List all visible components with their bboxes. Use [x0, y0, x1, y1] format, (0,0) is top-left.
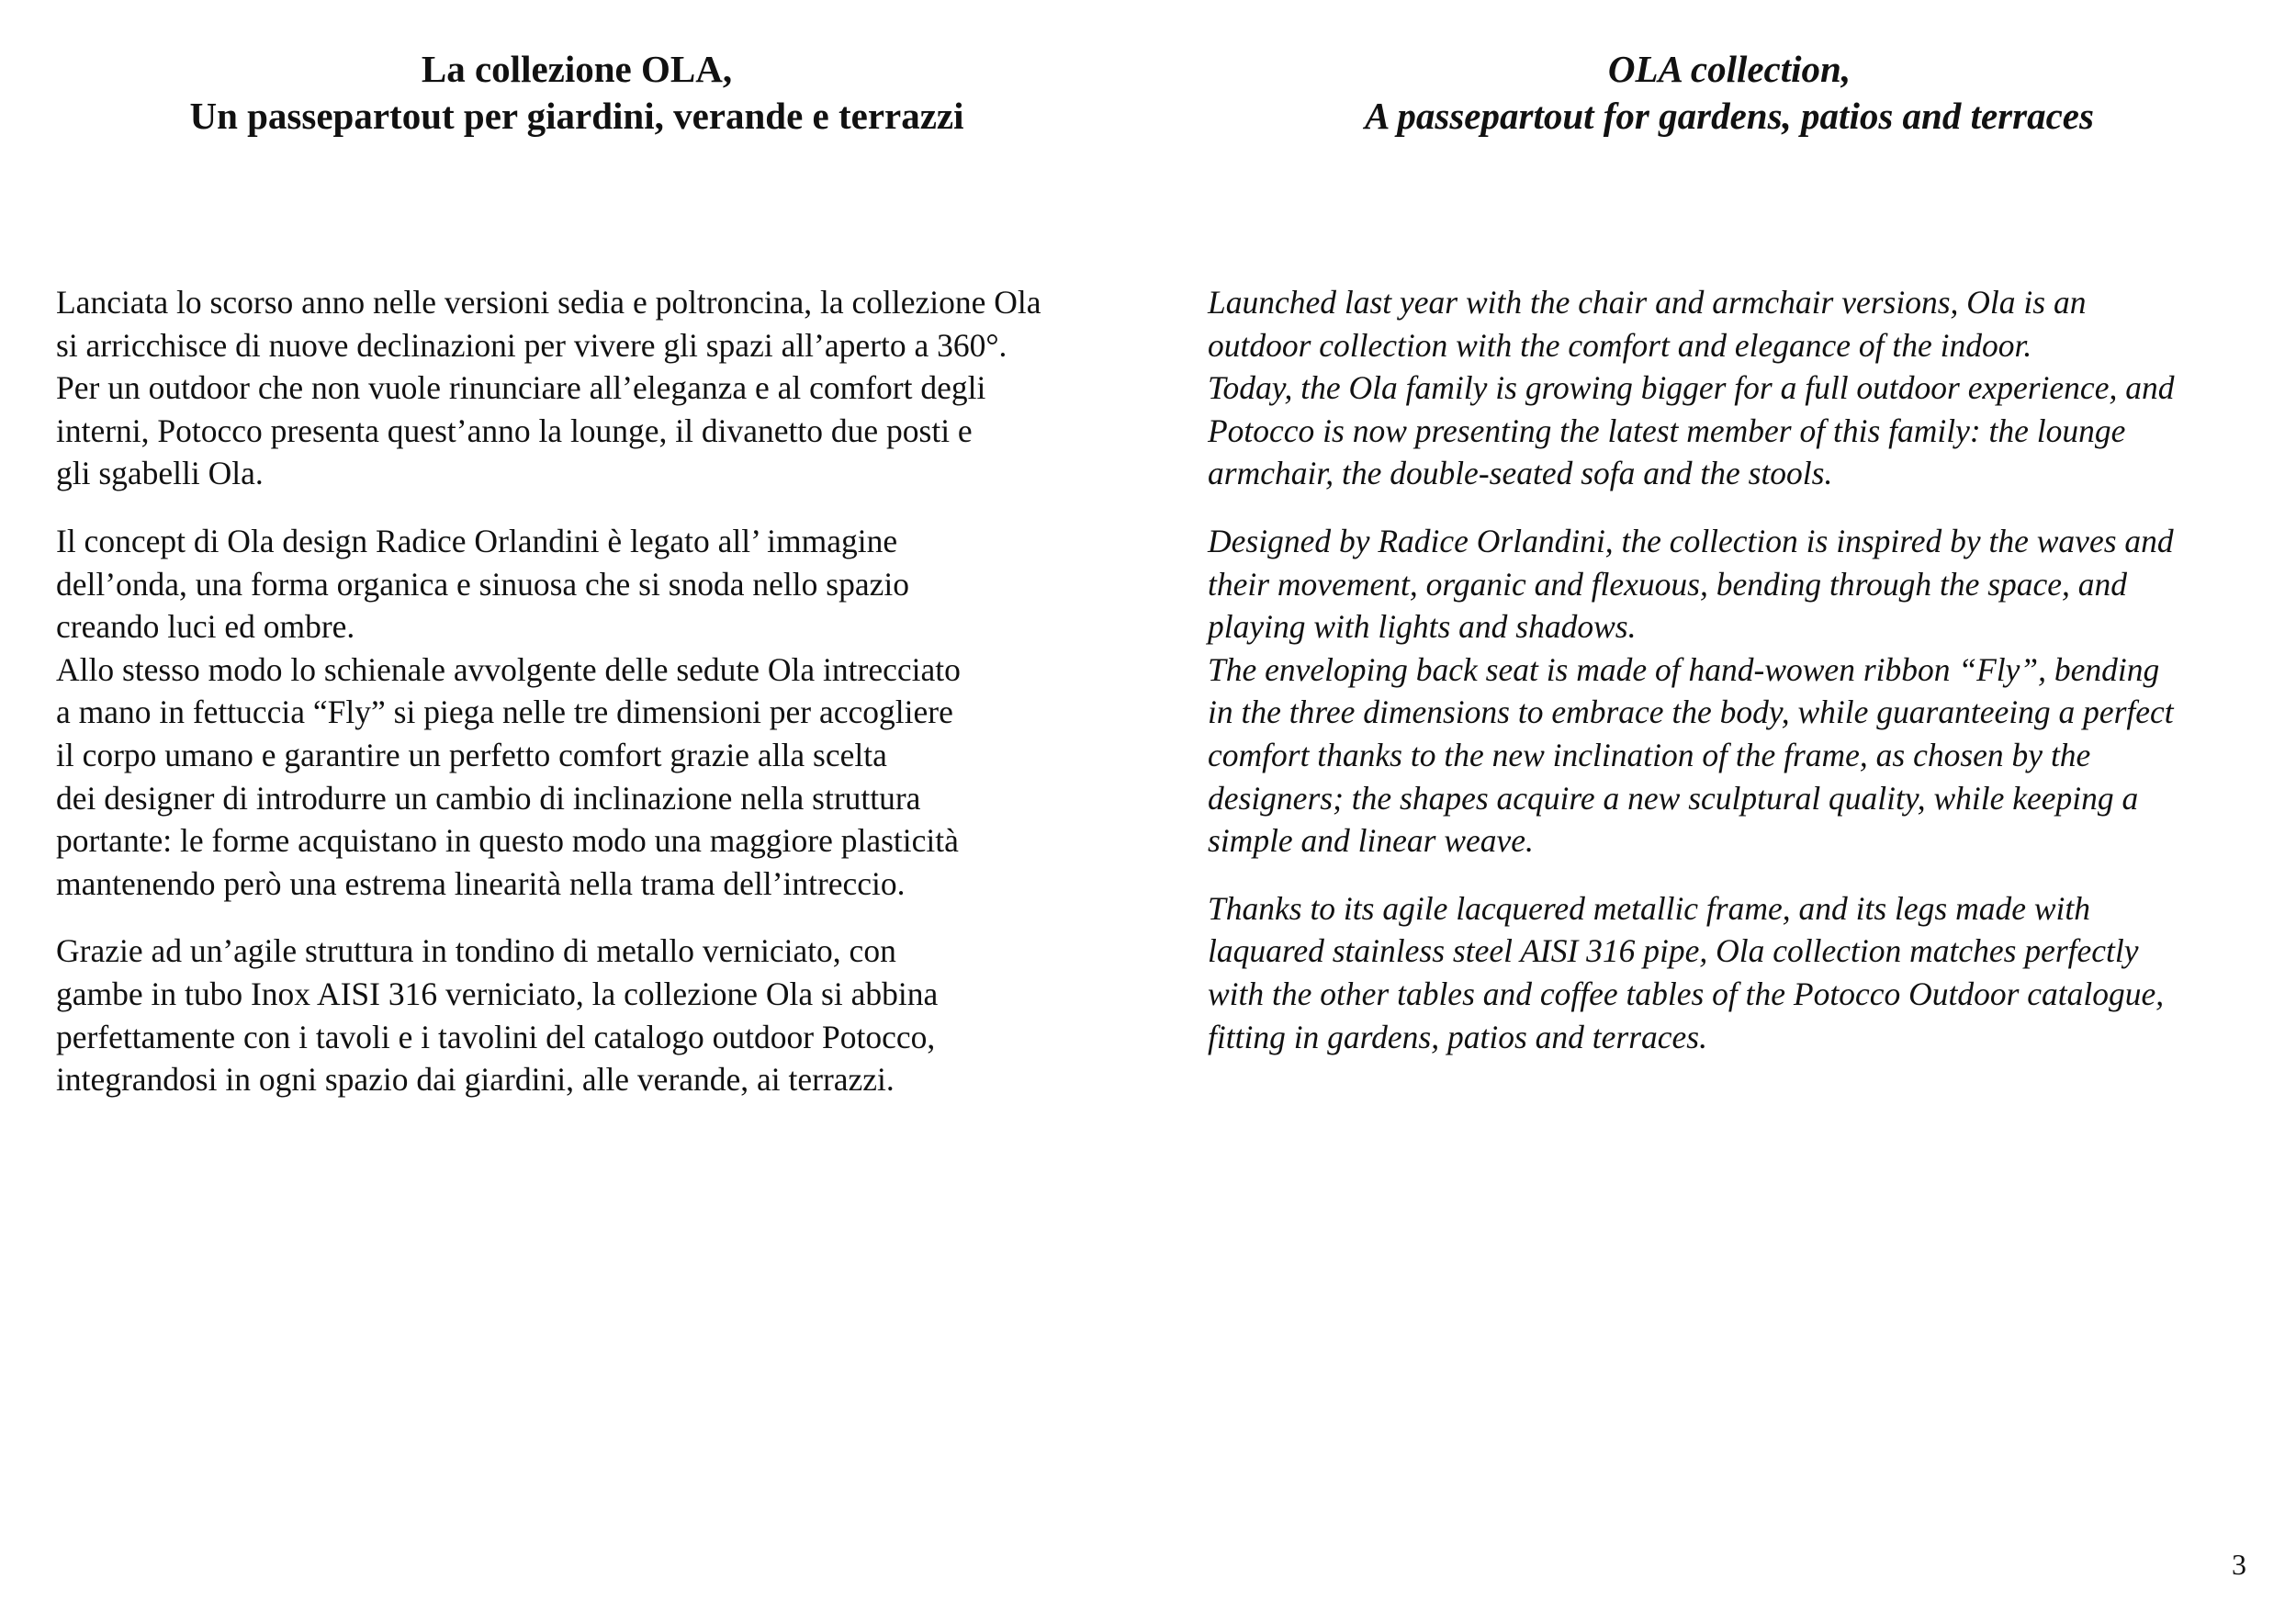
text-line: creando luci ed ombre.	[56, 608, 355, 646]
italian-paragraph	[56, 281, 1158, 495]
text-line: Allo stesso modo lo schienale avvolgente delle sedute Ola intrecciato	[56, 650, 961, 688]
english-title	[1270, 46, 2189, 140]
italian-paragraph	[56, 520, 1158, 905]
text-line: mantenendo però una estrema linearità nella trama dell’intreccio.	[56, 864, 906, 902]
text-line: in the three dimensions to embrace the body, while guaranteeing a perfect	[1208, 694, 2174, 731]
text-line: their movement, organic and flexuous, bending through the space, and	[1208, 565, 2128, 603]
italian-text-column	[56, 281, 1158, 1126]
text-line: Launched last year with the chair and armchair versions, Ola is an	[1208, 284, 2087, 321]
text-line: a mano in fettuccia “Fly” si piega nelle tre dimensioni per accogliere	[56, 694, 953, 731]
text-line: Per un outdoor che non vuole rinunciare all’eleganza e al comfort degli	[56, 369, 986, 407]
english-paragraph	[1208, 887, 2291, 1058]
english-title-line: OLA collection,	[1607, 48, 1851, 90]
text-line: il corpo umano e garantire un perfetto comfort grazie alla scelta	[56, 736, 887, 773]
text-line: outdoor collection with the comfort and elegance of the indoor.	[1208, 326, 2032, 364]
text-line: gli sgabelli Ola.	[56, 455, 264, 492]
english-title-line: A passepartout for gardens, patios and terraces	[1365, 95, 2094, 137]
italian-paragraph	[56, 930, 1158, 1100]
text-line: laquared stainless steel AISI 316 pipe, Ola collection matches perfectly	[1208, 932, 2139, 970]
text-line: The enveloping back seat is made of hand-wowen ribbon “Fly”, bending	[1208, 650, 2160, 688]
page-number: 3	[2232, 1548, 2246, 1581]
text-line: Today, the Ola family is growing bigger for a full outdoor experience, and	[1208, 369, 2175, 407]
text-line: designers; the shapes acquire a new sculptural quality, while keeping a	[1208, 779, 2139, 817]
text-line: Lanciata lo scorso anno nelle versioni sedia e poltroncina, la collezione Ola	[56, 284, 1041, 321]
text-line: si arricchisce di nuove declinazioni per vivere gli spazi all’aperto a 360°.	[56, 326, 1007, 364]
text-line: dei designer di introdurre un cambio di inclinazione nella struttura	[56, 779, 921, 817]
text-line: integrandosi in ogni spazio dai giardini, alle verande, ai terrazzi.	[56, 1061, 895, 1099]
text-line: interni, Potocco presenta quest’anno la lounge, il divanetto due posti e	[56, 412, 973, 449]
text-line: Potocco is now presenting the latest member of this family: the lounge	[1208, 412, 2126, 449]
text-line: playing with lights and shadows.	[1208, 608, 1637, 646]
text-line: perfettamente con i tavoli e i tavolini del catalogo outdoor Potocco,	[56, 1018, 936, 1055]
text-line: portante: le forme acquistano in questo modo una maggiore plasticità	[56, 822, 959, 860]
italian-title-line: La collezione OLA,	[421, 48, 733, 90]
text-line: Grazie ad un’agile struttura in tondino di metallo verniciato, con	[56, 932, 896, 970]
text-line: gambe in tubo Inox AISI 316 verniciato, la collezione Ola si abbina	[56, 975, 939, 1012]
text-line: with the other tables and coffee tables of the Potocco Outdoor catalogue,	[1208, 975, 2165, 1012]
text-line: comfort thanks to the new inclination of the frame, as chosen by the	[1208, 736, 2091, 773]
english-paragraph	[1208, 281, 2291, 495]
text-line: fitting in gardens, patios and terraces.	[1208, 1018, 1707, 1055]
text-line: simple and linear weave.	[1208, 822, 1534, 860]
text-line: Il concept di Ola design Radice Orlandini è legato all’ immagine	[56, 522, 898, 559]
english-text-column	[1208, 281, 2291, 1083]
text-line: Thanks to its agile lacquered metallic frame, and its legs made with	[1208, 889, 2091, 927]
english-paragraph	[1208, 520, 2291, 863]
text-line: armchair, the double-seated sofa and the stools.	[1208, 455, 1833, 492]
italian-title	[118, 46, 1036, 140]
italian-title-line: Un passepartout per giardini, verande e terrazzi	[189, 95, 964, 137]
text-line: Designed by Radice Orlandini, the collection is inspired by the waves and	[1208, 522, 2174, 559]
text-line: dell’onda, una forma organica e sinuosa che si snoda nello spazio	[56, 565, 909, 603]
